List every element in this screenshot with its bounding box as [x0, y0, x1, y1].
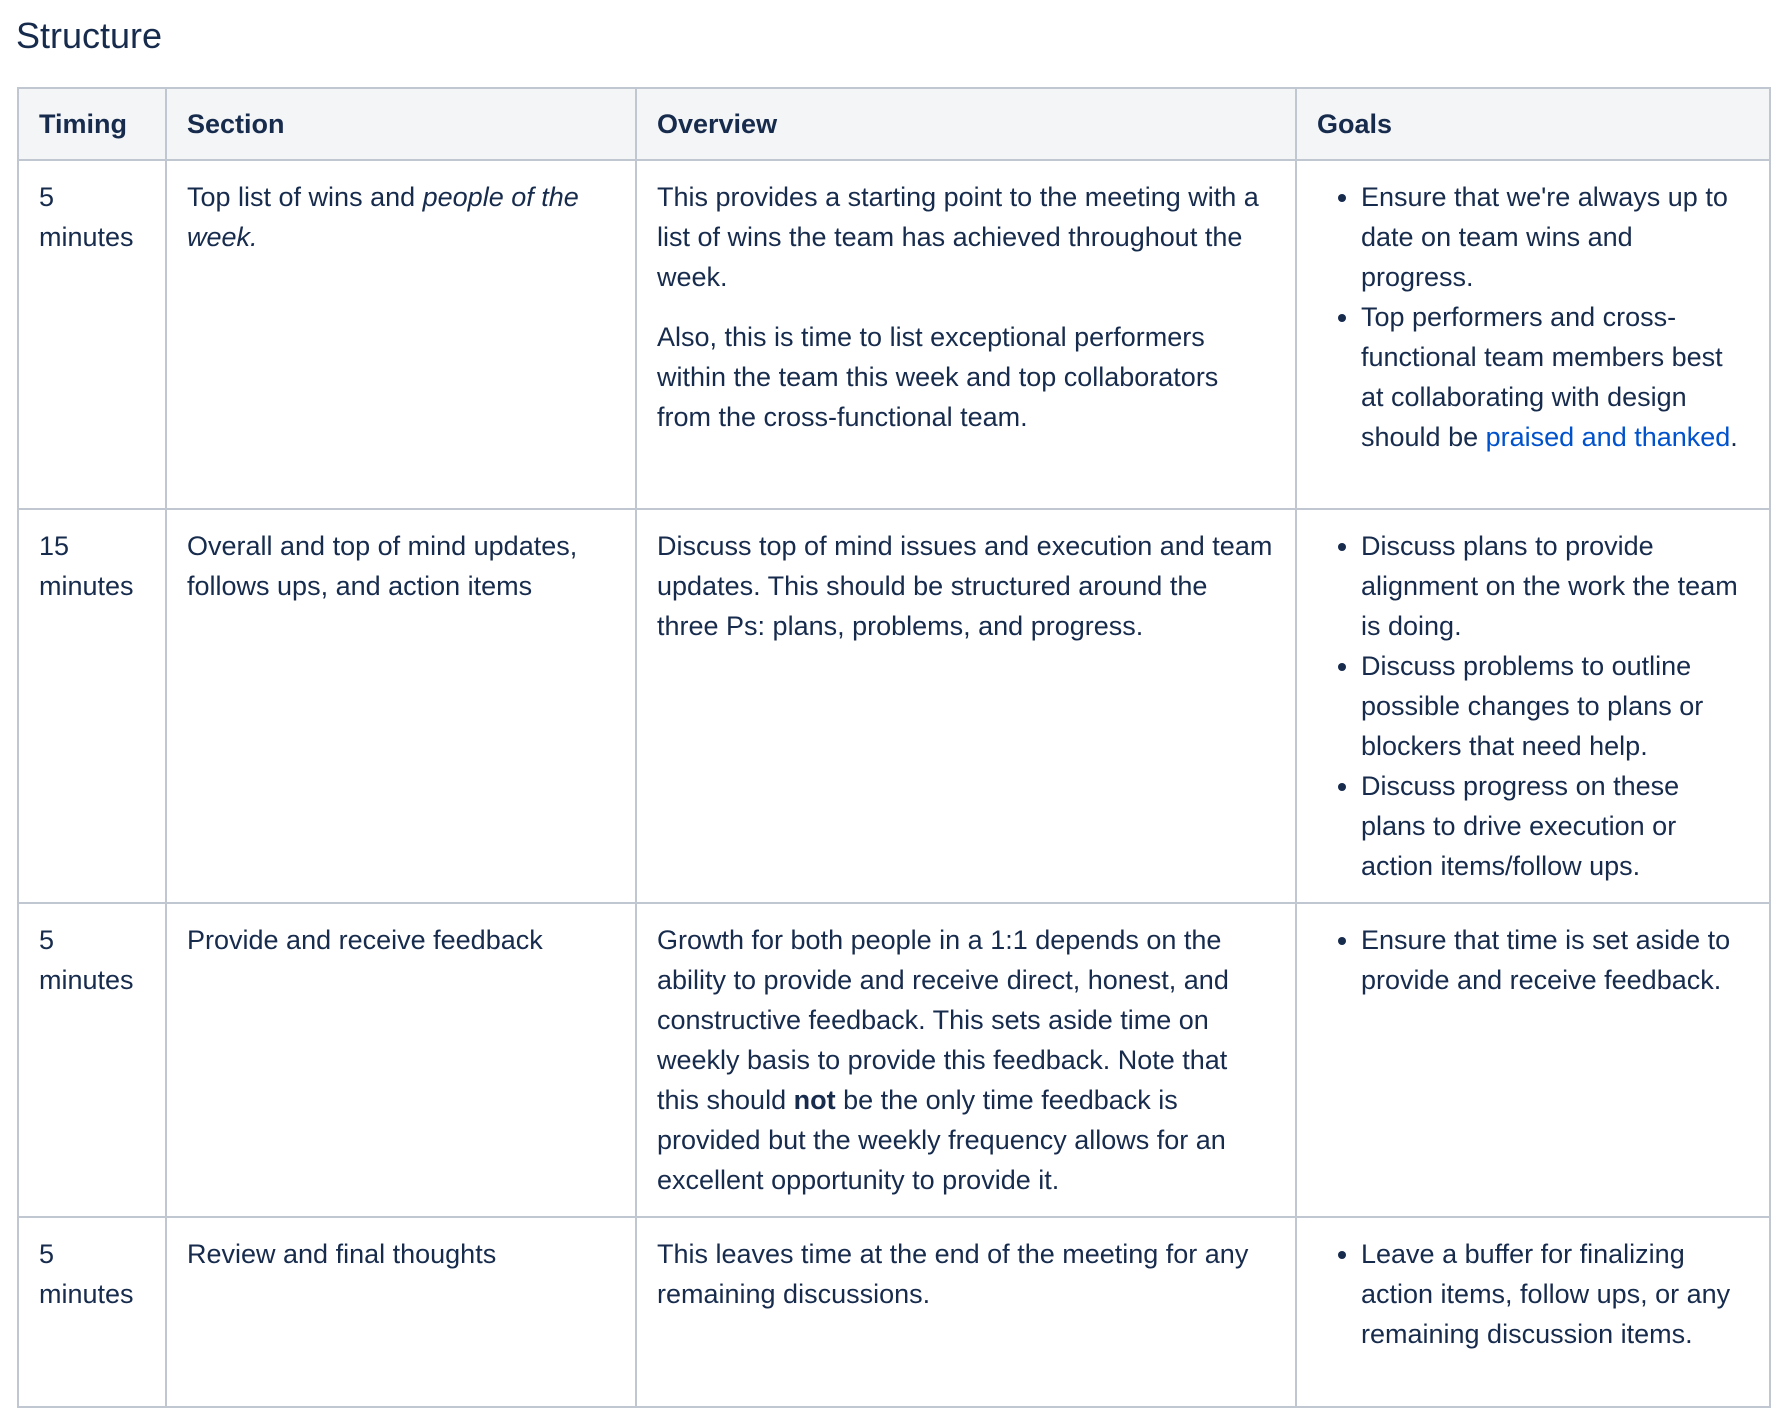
structure-table: [17, 87, 1771, 1408]
goal-item: • Discuss plans to provide alignment on the work the team is doing.: [1361, 526, 1749, 646]
goal-item: • Ensure that we're always up to date on team wins and progress.: [1361, 177, 1749, 297]
header-goals: Goals: [1296, 88, 1770, 160]
goal-item: • Leave a buffer for finalizing action items, follow ups, or any remaining discussion items.: [1361, 1234, 1749, 1354]
goals-cell: [1296, 1217, 1770, 1407]
header-section: Section: [166, 88, 636, 160]
overview-cell: [636, 509, 1296, 903]
page-title: Structure: [16, 15, 163, 56]
goals-list: [1317, 177, 1749, 457]
section-cell: Overall and top of mind updates, follows ups, and action items: [166, 509, 636, 903]
table-row: [18, 903, 1770, 1217]
overview-paragraph: This provides a starting point to the meeting with a list of wins the team has achieved throughout the week.: [657, 182, 1259, 292]
section-text: Top list of wins and: [187, 182, 423, 212]
overview-cell: [636, 903, 1296, 1217]
overview-paragraph: This leaves time at the end of the meeting for any remaining discussions.: [657, 1239, 1249, 1309]
overview-cell: [636, 160, 1296, 509]
header-timing: Timing: [18, 88, 166, 160]
section-cell: Provide and receive feedback: [166, 903, 636, 1217]
section-cell: Review and final thoughts: [166, 1217, 636, 1407]
goals-list: [1317, 920, 1749, 1000]
goal-item: [1361, 297, 1749, 457]
goals-cell: [1296, 160, 1770, 509]
goal-item: • Ensure that time is set aside to provide and receive feedback.: [1361, 920, 1749, 1000]
goals-list: [1317, 1234, 1749, 1354]
overview-cell: [636, 1217, 1296, 1407]
overview-text: be the only time feedback is provided but the weekly frequency allows for an excellent opportunity to provide it.: [657, 1085, 1226, 1195]
overview-text: Growth for both people in a 1:1 depends on the ability to provide and receive direct, honest, and constructive feedback. This sets aside time on weekly basis to provide this feedback. Note that this should: [657, 925, 1229, 1115]
timing-cell: 5 minutes: [18, 903, 166, 1217]
section-emphasis: people of the week.: [187, 182, 579, 252]
section-cell: [166, 160, 636, 509]
goals-cell: [1296, 509, 1770, 903]
overview-paragraph: [657, 920, 1275, 1200]
overview-emphasis: not: [793, 1085, 836, 1115]
table-row: [18, 1217, 1770, 1407]
overview-paragraph: Discuss top of mind issues and execution and team updates. This should be structured around the three Ps: plans, problems, and progress.: [657, 531, 1273, 641]
goal-text: Top performers and cross-functional team members best at collaborating with design should be: [1361, 302, 1723, 452]
timing-cell: 5 minutes: [18, 1217, 166, 1407]
header-overview: Overview: [636, 88, 1296, 160]
goal-text-end: .: [1730, 422, 1738, 452]
table-row: [18, 509, 1770, 903]
goals-cell: [1296, 903, 1770, 1217]
timing-cell: 5 minutes: [18, 160, 166, 509]
goals-list: [1317, 526, 1749, 886]
table-header-row: [18, 88, 1770, 160]
goal-item: • Discuss problems to outline possible changes to plans or blockers that need help.: [1361, 646, 1749, 766]
timing-cell: 15 minutes: [18, 509, 166, 903]
table-row: [18, 160, 1770, 509]
praised-and-thanked-link[interactable]: praised and thanked: [1485, 422, 1731, 452]
overview-paragraph: Also, this is time to list exceptional performers within the team this week and top collaborators from the cross-functional team.: [657, 322, 1219, 432]
goal-item: • Discuss progress on these plans to drive execution or action items/follow ups.: [1361, 766, 1749, 886]
